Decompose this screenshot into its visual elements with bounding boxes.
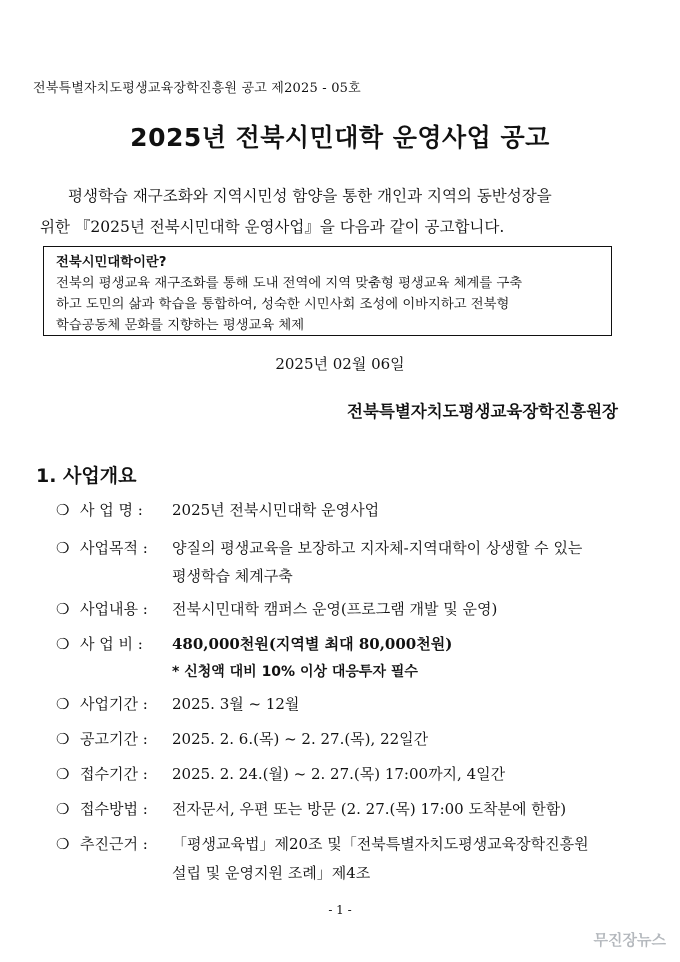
item-application-period <box>56 760 505 788</box>
item-budget <box>56 630 453 680</box>
definition-line-3: 학습공동체 문화를 지향하는 평생교육 체제 <box>56 318 305 333</box>
item-value: 전북시민대학 캠퍼스 운영(프로그램 개발 및 운영) <box>172 600 498 618</box>
item-value-cont: 설립 및 운영지원 조례」제4조 <box>172 864 371 882</box>
organization-name: 전북특별자치도평생교육장학진흥원장 <box>347 402 618 421</box>
bullet-icon: ❍ <box>56 730 70 748</box>
definition-box <box>43 246 612 336</box>
intro-line-1: 평생학습 재구조화와 지역시민성 함양을 통한 개인과 지역의 동반성장을 <box>68 187 552 205</box>
item-legal-basis <box>56 830 589 882</box>
bullet-icon: ❍ <box>56 539 70 557</box>
section-heading: 1. 사업개요 <box>36 465 137 487</box>
bullet-icon: ❍ <box>56 501 70 519</box>
item-purpose <box>56 534 583 585</box>
item-value: 2025년 전북시민대학 운영사업 <box>172 501 380 519</box>
item-label: 접수방법 : <box>80 800 148 818</box>
notice-date: 2025년 02월 06일 <box>275 355 405 373</box>
item-label: 사 업 비 : <box>80 635 143 653</box>
item-value: 480,000천원(지역별 최대 80,000천원) <box>172 635 453 653</box>
item-value: 2025. 2. 24.(월) ~ 2. 27.(목) 17:00까지, 4일간 <box>172 765 506 783</box>
item-value: 양질의 평생교육을 보장하고 지자체-지역대학이 상생할 수 있는 <box>172 539 583 557</box>
intro-paragraph <box>40 181 640 243</box>
item-value: 2025. 3월 ~ 12월 <box>172 695 300 713</box>
item-content <box>56 595 497 623</box>
bullet-icon: ❍ <box>56 635 70 653</box>
item-value: 2025. 2. 6.(목) ~ 2. 27.(목), 22일간 <box>172 730 429 748</box>
page-number: - 1 - <box>328 903 352 917</box>
item-value: 전자문서, 우편 또는 방문 (2. 27.(목) 17:00 도착분에 한함) <box>172 800 567 818</box>
definition-line-1: 전북의 평생교육 재구조화를 통해 도내 전역에 지역 맞춤형 평생교육 체계를 구축 <box>56 276 523 291</box>
item-label: 공고기간 : <box>80 730 148 748</box>
bullet-icon: ❍ <box>56 600 70 618</box>
definition-line-2: 하고 도민의 삶과 학습을 통합하여, 성숙한 시민사회 조성에 이바지하고 전북형 <box>56 297 510 312</box>
item-project-name <box>56 496 379 524</box>
item-label: 사업내용 : <box>80 600 148 618</box>
item-value: 「평생교육법」제20조 및「전북특별자치도평생교육장학진흥원 <box>172 835 589 853</box>
item-value-cont: 평생학습 체계구축 <box>172 567 293 585</box>
notice-number: 전북특별자치도평생교육장학진흥원 공고 제2025 - 05호 <box>33 81 361 96</box>
item-value-note: * 신청액 대비 10% 이상 대응투자 필수 <box>172 664 418 680</box>
definition-title: 전북시민대학이란? <box>56 255 167 270</box>
item-notice-period <box>56 725 428 753</box>
bullet-icon: ❍ <box>56 765 70 783</box>
bullet-icon: ❍ <box>56 800 70 818</box>
item-label: 사업기간 : <box>80 695 148 713</box>
document-title: 2025년 전북시민대학 운영사업 공고 <box>130 123 550 152</box>
bullet-icon: ❍ <box>56 835 70 853</box>
intro-line-2: 위한 『2025년 전북시민대학 운영사업』을 다음과 같이 공고합니다. <box>40 218 505 236</box>
item-label: 접수기간 : <box>80 765 148 783</box>
item-application-method <box>56 795 566 823</box>
watermark-logo: 무진장뉴스 <box>593 931 666 949</box>
bullet-icon: ❍ <box>56 695 70 713</box>
item-label: 사 업 명 : <box>80 501 143 519</box>
item-period <box>56 690 299 718</box>
item-label: 사업목적 : <box>80 539 148 557</box>
item-label: 추진근거 : <box>80 835 148 853</box>
